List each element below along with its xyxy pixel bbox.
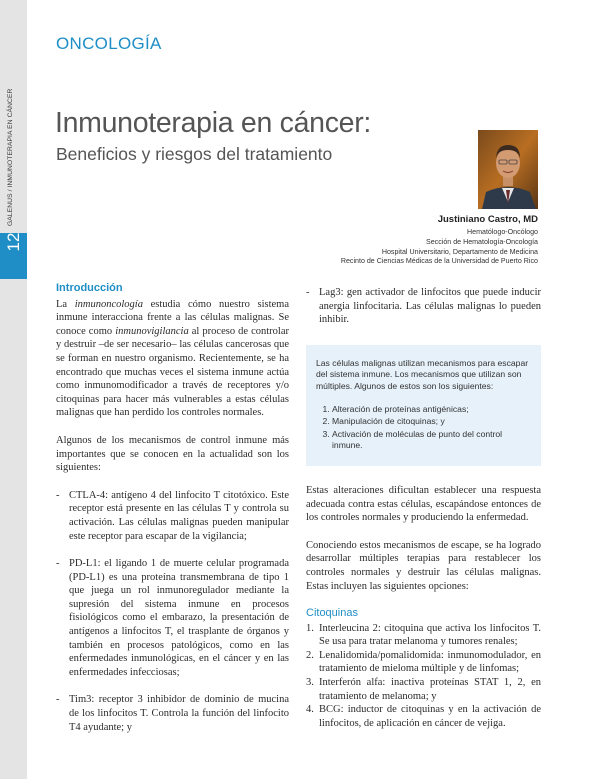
mechanisms-intro: Algunos de los mecanismos de control inmune más importantes que se conocen en la actualidad son los siguientes:	[56, 434, 289, 474]
author-portrait-image	[478, 130, 538, 209]
list-item: - Tim3: receptor 3 inhibidor de dominio de mucina de los linfocitos T. Controla la función del linfocito T4 ayudante; y	[56, 694, 289, 733]
list-item: 2. Manipulación de citoquinas; y	[332, 416, 531, 428]
paragraph: Conociendo estos mecanismos de escape, se ha logrado desarrollar múltiples terapias para restablecer los controles normales y destruir las células malignas. Estas incluyen las siguientes opciones:	[306, 539, 541, 592]
list-item: 3. Interferón alfa: inactiva proteínas STAT 1, 2, en tratamiento de melanoma; y	[306, 677, 541, 702]
list-item: - Lag3: gen activador de linfocitos que puede inducir anergia linfocitaria. Las células malignas lo pueden inhibir.	[306, 287, 541, 326]
author-affiliation: Recinto de Ciencias Médicas de la Universidad de Puerto Rico	[340, 257, 538, 266]
author-affiliation: Hematólogo-Oncólogo	[467, 228, 538, 236]
author-photo	[478, 130, 538, 209]
running-head: GALENUS / INMUNOTERAPIA EN CÁNCER	[7, 88, 14, 226]
highlight-box	[306, 345, 541, 466]
page-number: 12	[4, 232, 23, 252]
article-title: Inmunoterapia en cáncer:	[55, 107, 371, 139]
page-number-tab	[0, 233, 27, 279]
column-left	[56, 282, 289, 734]
list-item: 1. Alteración de proteínas antigénicas;	[332, 404, 531, 416]
column-right	[306, 286, 541, 730]
highlight-text: Las células malignas utilizan mecanismos para escapar del sistema inmune. Los mecanismos que utilizan son múltiples. Algunos de estos son los siguientes:	[316, 357, 529, 391]
highlight-list	[316, 404, 531, 452]
list-item: - CTLA-4: antígeno 4 del linfocito T citotóxico. Este receptor está presente en las células T y controla su activación. Las células malignas pueden manipular este receptor para escapar de la vigilancia;	[56, 489, 289, 542]
author-name: Justiniano Castro, MD	[437, 214, 538, 225]
intro-paragraph: La inmunoncología estudia cómo nuestro sistema inmune interacciona frente a las células malignas. Se conoce como inmunovigilancia al proceso de controlar y destruir –de ser necesario– las células cancerosas que se forman en nuestro organismo. Recientemente, se ha encontrado que muchas veces el sistema inmune actúa como inmunomodificador a través de receptores y/o citoquinas para hacer más vulnerables a estas células malignas que han perdido los controles normales.	[56, 298, 290, 419]
list-item: 2. Lenalidomida/pomalidomida: inmunomodulador, en tratamiento de mieloma múltiple y de linfomas;	[306, 649, 541, 675]
article-subtitle: Beneficios y riesgos del tratamiento	[56, 144, 333, 164]
list-item: - PD-L1: el ligando 1 de muerte celular programada (PD-L1) es una proteína transmembrana de tipo 1 que juega un rol inmunoregulador mediante la supresión del sistema inmune en procesos fisiológicos como el embarazo, la presentación de antígenos a linfocitos T, el trasplante de órganos y también en procesos patológicos, como en las enfermedades inmunológicas, en el cáncer y en las enfermedades infecciosas;	[56, 558, 289, 678]
author-block	[341, 214, 538, 267]
author-affiliation: Hospital Universitario, Departamento de Medicina	[381, 247, 538, 256]
intro-heading: Introducción	[56, 282, 123, 294]
sidebar	[0, 0, 27, 779]
cytokines-list	[306, 622, 541, 731]
section-label: ONCOLOGÍA	[56, 34, 162, 53]
author-affiliation: Sección de Hematología-Oncología	[426, 237, 538, 246]
list-item: 1. Interleucina 2: citoquina que activa los linfocitos T. Se usa para tratar melanoma y tumores renales;	[306, 622, 541, 648]
cytokines-heading: Citoquinas	[306, 607, 358, 620]
list-item: 3. Activación de moléculas de punto del control inmune.	[332, 429, 531, 452]
paragraph: Estas alteraciones dificultan establecer una respuesta adecuada contra estas células, escapándose entonces de los controles normales y produciendo la enfermedad.	[306, 484, 541, 524]
list-item: 4. BCG: inductor de citoquinas y en la activación de linfocitos, de aplicación en cáncer de vejiga.	[306, 704, 541, 729]
